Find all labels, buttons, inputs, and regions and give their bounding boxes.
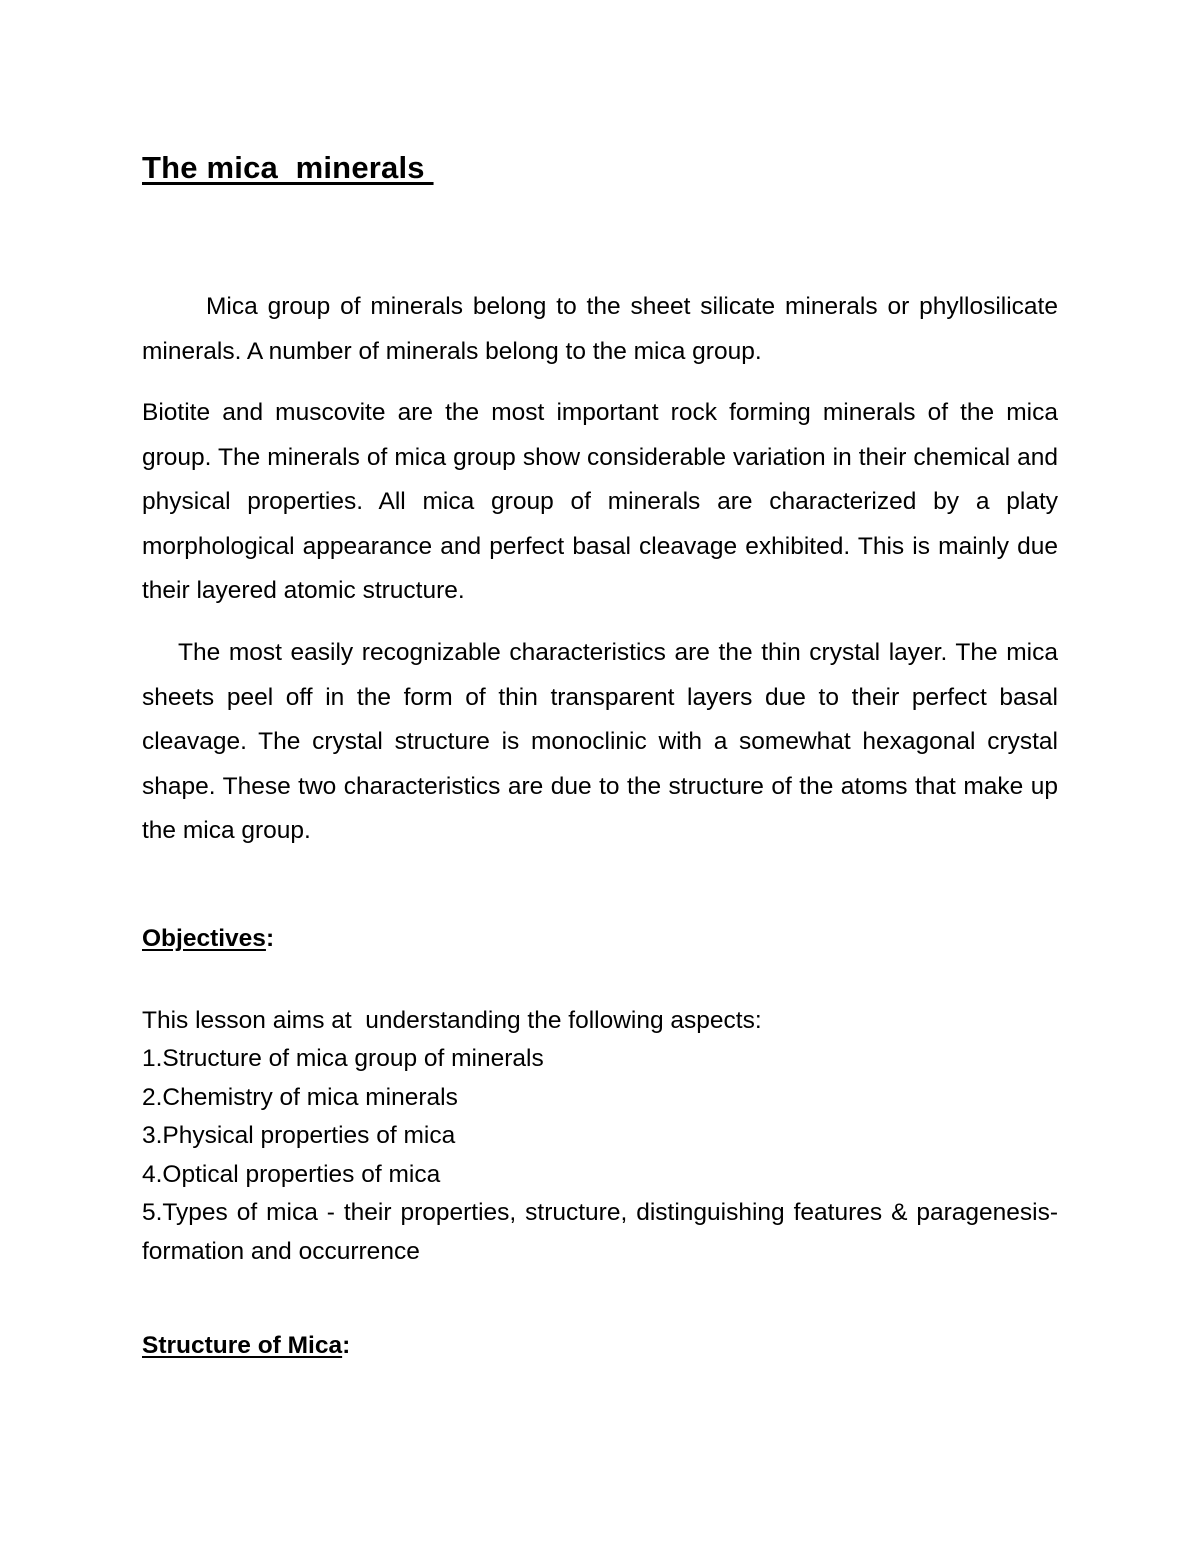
- structure-heading-colon: :: [342, 1332, 351, 1359]
- document-title: The mica minerals: [142, 150, 434, 185]
- objectives-heading-colon: :: [265, 925, 275, 952]
- intro-paragraph: Mica group of minerals belong to the sheet silicate minerals or phyllosilicate minerals. A number of minerals belong to the mica group.: [142, 293, 1058, 365]
- objectives-heading: [142, 925, 274, 953]
- objective-item-optical-properties: 4.Optical properties of mica: [142, 1160, 441, 1188]
- characteristics-paragraph: The most easily recognizable characteristics are the thin crystal layer. The mica sheets peel off in the form of thin transparent layers due to their perfect basal cleavage. The crystal structure is monoclinic with a somewhat hexagonal crystal shape. These two characteristics are due to the structure of the atoms that make up the mica group.: [142, 639, 1058, 844]
- objective-item-chemistry: 2.Chemistry of mica minerals: [142, 1083, 458, 1111]
- objective-item-types: 5.Types of mica - their properties, structure, distinguishing features & paragenesis-formation and occurrence: [142, 1199, 1058, 1265]
- objectives-heading-text: Objectives: [142, 925, 266, 952]
- structure-of-mica-heading: [142, 1332, 350, 1360]
- objective-item-structure: 1.Structure of mica group of minerals: [142, 1045, 544, 1072]
- objective-item-physical-properties: 3.Physical properties of mica: [142, 1122, 456, 1149]
- objectives-intro: This lesson aims at understanding the following aspects:: [142, 1007, 762, 1034]
- biotite-muscovite-paragraph: Biotite and muscovite are the most important rock forming minerals of the mica group. The minerals of mica group show considerable variation in their chemical and physical properties. All mica group of minerals are characterized by a platy morphological appearance and perfect basal cleavage exhibited. This is mainly due their layered atomic structure.: [142, 399, 1058, 604]
- objectives-list: [142, 1040, 1058, 1271]
- structure-heading-text: Structure of Mica: [142, 1332, 343, 1359]
